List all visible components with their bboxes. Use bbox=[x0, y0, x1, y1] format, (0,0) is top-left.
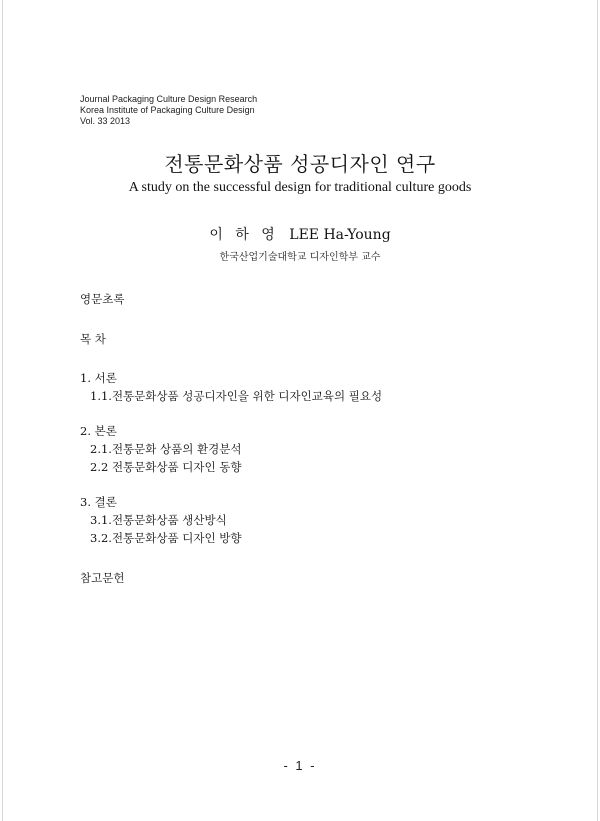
paper-title-korean: 전통문화상품 성공디자인 연구 bbox=[164, 152, 436, 176]
toc-section-2: 2. 본론 bbox=[80, 424, 117, 438]
toc-abstract: 영문초록 bbox=[80, 292, 125, 306]
toc-item-2-2: 2.2 전통문화상품 디자인 동향 bbox=[90, 460, 242, 474]
toc-item-1-1: 1.1.전통문화상품 성공디자인을 위한 디자인교육의 필요성 bbox=[90, 389, 383, 403]
toc-section-3: 3. 결론 bbox=[80, 495, 117, 509]
author-name-korean: 이 하 영 bbox=[209, 227, 279, 243]
journal-publisher: Korea Institute of Packaging Culture Design bbox=[80, 105, 255, 115]
toc-item-3-1: 3.1.전통문화상품 생산방식 bbox=[90, 513, 227, 527]
toc-item-3-2: 3.2.전통문화상품 디자인 방향 bbox=[90, 531, 242, 545]
toc-heading: 목 차 bbox=[80, 332, 106, 346]
page-edge-right bbox=[597, 0, 598, 821]
toc-references: 참고문헌 bbox=[80, 571, 125, 585]
paper-title-english: A study on the successful design for traditional culture goods bbox=[128, 180, 472, 195]
journal-header bbox=[80, 94, 257, 127]
page-number: - 1 - bbox=[283, 758, 317, 773]
author-name-english: LEE Ha-Young bbox=[289, 227, 391, 243]
toc-item-2-1: 2.1.전통문화 상품의 환경분석 bbox=[90, 442, 242, 456]
journal-volume: Vol. 33 2013 bbox=[80, 116, 131, 126]
toc-section-1: 1. 서론 bbox=[80, 371, 117, 385]
author-affiliation: 한국산업기술대학교 디자인학부 교수 bbox=[219, 252, 381, 263]
author-line bbox=[0, 224, 600, 244]
journal-name: Journal Packaging Culture Design Research bbox=[80, 94, 258, 104]
page-edge-left bbox=[2, 0, 3, 821]
